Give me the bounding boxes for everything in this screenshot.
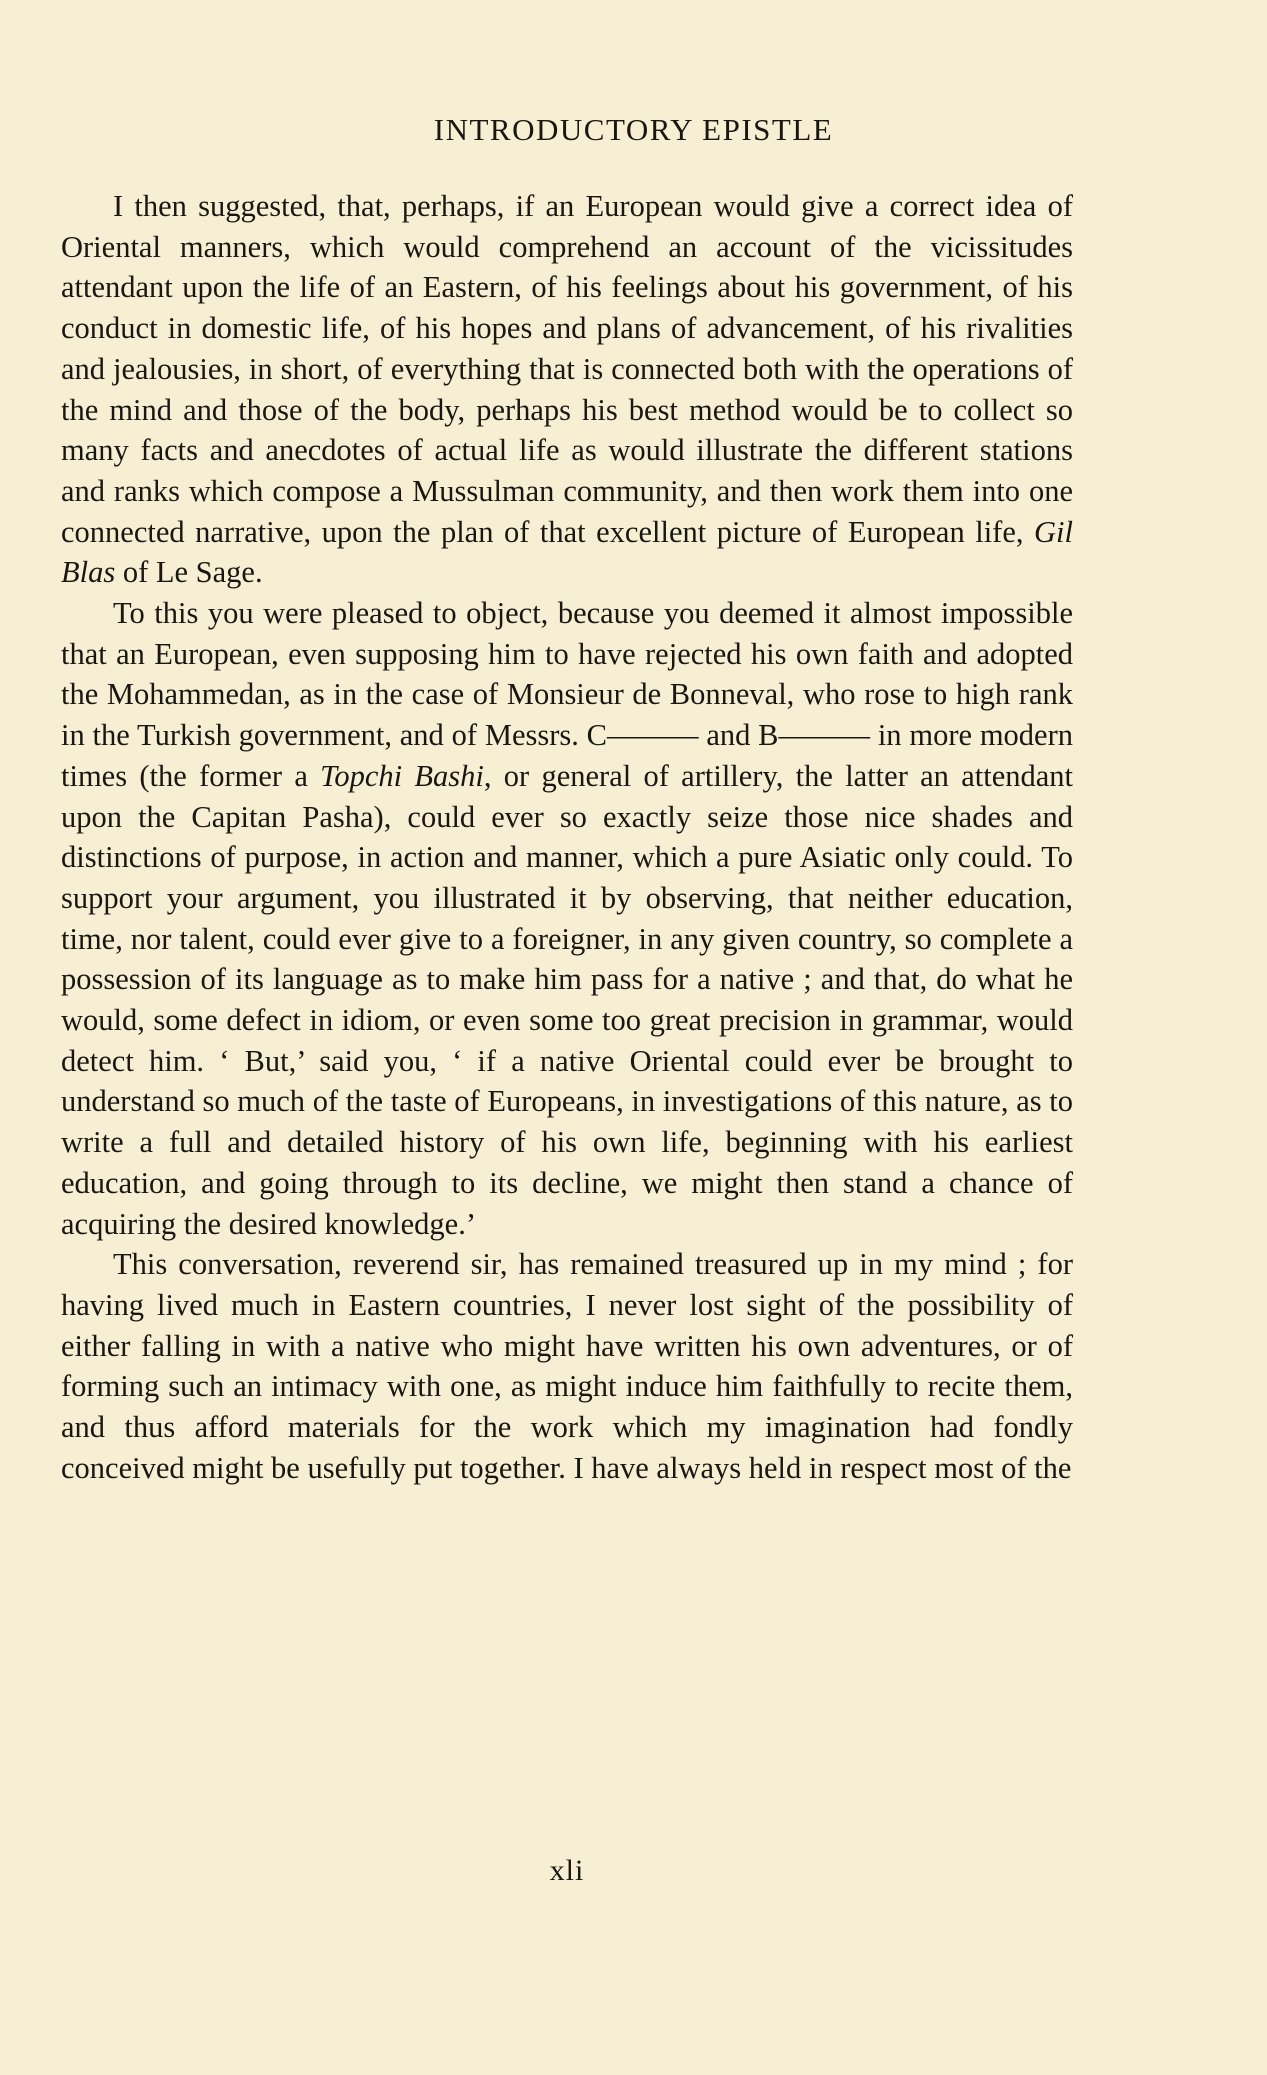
paragraph-text: of Le Sage.	[115, 555, 263, 590]
paragraph-text: This conversation, reverend sir, has remained treasured up in my mind ; for having lived much in Eastern countries, I never lost sight of the possibility of either falling in with a native who might have written his own adventures, or of forming such an intimacy with one, as might induce him faithfully to recite them, and thus afford materials for the work which my imagination had fondly conceived might be usefully put together. I have always held in respect most of the	[61, 1247, 1073, 1485]
paragraph-text: I then suggested, that, perhaps, if an European would give a correct idea of Oriental manners, which would comprehend an account of the vicissitudes attendant upon the life of an Eastern, of his feelings about his government, of his conduct in domestic life, of his hopes and plans of advancement, of his rivalities and jealousies, in short, of everything that is connected both with the operations of the mind and those of the body, perhaps his best method would be to collect so many facts and anecdotes of actual life as would illustrate the different stations and ranks which compose a Mussulman community, and then work them into one connected narrative, upon the plan of that excellent picture of European life,	[61, 189, 1073, 549]
paragraph-text: , or general of artillery, the latter an attendant upon the Capitan Pasha), could ever so exactly seize those nice shades and distinctions of purpose, in action and manner, which a pure Asiatic only could. To support your argument, you illustrated it by observing, that neither education, time, nor talent, could ever give to a foreigner, in any given country, so complete a possession of its language as to make him pass for a native ; and that, do what he would, some defect in idiom, or even some too great precision in grammar, would detect him. ‘ But,’ said you, ‘ if a native Oriental could ever be brought to understand so much of the taste of Europeans, in investigations of this nature, as to write a full and detailed history of his own life, beginning with his earliest education, and going through to its decline, we might then stand a chance of acquiring the desired knowledge.’	[61, 758, 1073, 1241]
page-number: xli	[549, 1854, 585, 1887]
foreign-term: Topchi Bashi	[320, 758, 484, 793]
paragraph-text: To this you were pleased to object, because you deemed it almost impossible that an European, even supposing him to have rejected his own faith and adopted the Mohammedan, as in the case of Monsieur de Bonneval, who rose to high rank in the Turkish government, and of Messrs. C——— and B——— in more modern times (the former a	[61, 596, 1073, 793]
running-head: INTRODUCTORY EPISTLE	[433, 112, 834, 147]
paragraph	[61, 1244, 1073, 1488]
body-text	[61, 186, 1073, 1489]
paragraph	[61, 186, 1073, 593]
book-title: Gil Blas	[61, 514, 1073, 590]
paragraph	[61, 593, 1073, 1244]
